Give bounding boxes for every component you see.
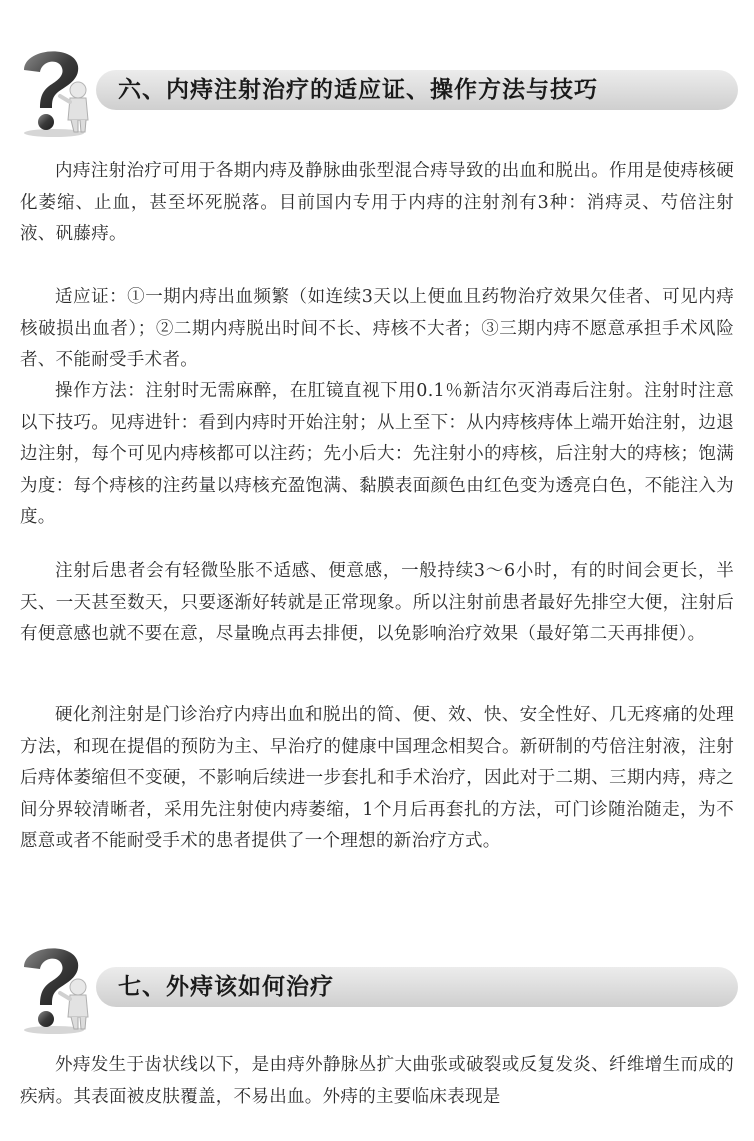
paragraph: 适应证：①一期内痔出血频繁（如连续3天以上便血且药物治疗效果欠佳者、可见内痔核破损出血者）；②二期内痔脱出时间不长、痔核不大者；③三期内痔不愿意承担手术风险者、不能耐受手术者。 — [20, 287, 734, 370]
section-title: 七、外痔该如何治疗 — [118, 974, 334, 1000]
section-heading — [14, 937, 738, 1035]
paragraph: 注射后患者会有轻微坠胀不适感、便意感，一般持续3～6小时，有的时间会更长，半天、一天甚至数天，只要逐渐好转就是正常现象。所以注射前患者最好先排空大便，注射后有便意感也就不要在意，尽量晚点再去排便，以免影响治疗效果（最好第二天再排便）。 — [20, 561, 734, 644]
paragraph: 操作方法：注射时无需麻醉，在肛镜直视下用0.1％新洁尔灭消毒后注射。注射时注意以下技巧。见痔进针：看到内痔时开始注射；从上至下：从内痔核痔体上端开始注射，边退边注射，每个可见内痔核都可以注药；先小后大：先注射小的痔核，后注射大的痔核；饱满为度：每个痔核的注药量以痔核充盈饱满、黏膜表面颜色由红色变为透亮白色，不能注入为度。 — [20, 381, 734, 527]
paragraph: 内痔注射治疗可用于各期内痔及静脉曲张型混合痔导致的出血和脱出。作用是使痔核硬化萎缩、止血，甚至坏死脱落。目前国内专用于内痔的注射剂有3种：消痔灵、芍倍注射液、矾藤痔。 — [20, 161, 734, 244]
section-title: 六、内痔注射治疗的适应证、操作方法与技巧 — [118, 77, 598, 103]
paragraph: 外痔发生于齿状线以下，是由痔外静脉丛扩大曲张或破裂或反复发炎、纤维增生而成的疾病。其表面被皮肤覆盖，不易出血。外痔的主要临床表现是 — [20, 1055, 734, 1107]
paragraph: 硬化剂注射是门诊治疗内痔出血和脱出的简、便、效、快、安全性好、几无疼痛的处理方法，和现在提倡的预防为主、早治疗的健康中国理念相契合。新研制的芍倍注射液，注射后痔体萎缩但不变硬，不影响后续进一步套扎和手术治疗，因此对于二期、三期内痔，痔之间分界较清晰者，采用先注射使内痔萎缩，1个月后再套扎的方法，可门诊随治随走，为不愿意或者不能耐受手术的患者提供了一个理想的新治疗方式。 — [20, 705, 734, 851]
section-heading — [14, 40, 738, 138]
question-mark-person-icon — [14, 937, 102, 1035]
question-mark-person-icon — [14, 40, 102, 138]
